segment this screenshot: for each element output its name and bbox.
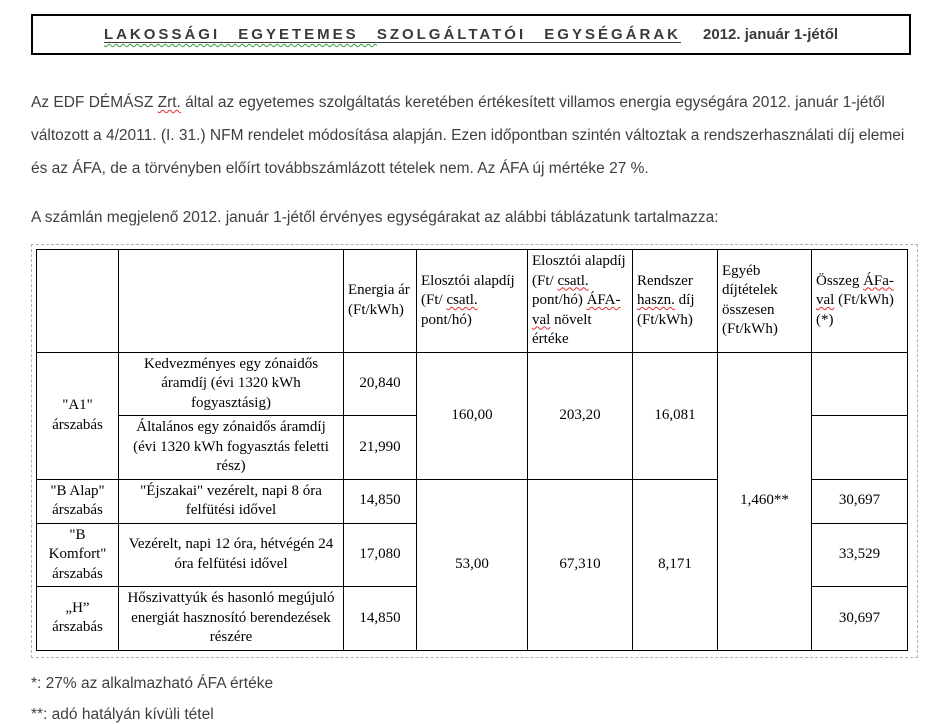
cell-b-komfort-osszeg: 33,529 [812, 523, 908, 587]
cell-b-komfort-energia: 17,080 [344, 523, 417, 587]
price-table [36, 249, 908, 651]
spellcheck-red-segment: csatl. [446, 292, 478, 308]
cell-h-desc: Hőszivattyúk és hasonló megújuló energiát hasznosító berendezések részére [119, 587, 344, 651]
cell-b-komfort-desc: Vezérelt, napi 12 óra, hétvégén 24 óra felfütési idővel [119, 523, 344, 587]
header-egyeb-dijtetelek: Egyéb díjtételek összesen (Ft/kWh) [718, 250, 812, 353]
cell-a1-desc1: Kedvezményes egy zónaidős áramdíj (évi 1320 kWh fogyasztásig) [119, 352, 344, 416]
footnote-afa: *: 27% az alkalmazható ÁFA értéke [31, 674, 274, 692]
cell-egyeb-osszesen: 1,460** [718, 352, 812, 650]
header-empty-tariff [37, 250, 119, 353]
footnote-ado: **: adó hatályán kívüli tétel [31, 705, 214, 723]
cell-a1-energia2: 21,990 [344, 416, 417, 480]
cell-a1-elosztoi-afa: 203,20 [528, 352, 633, 479]
cell-b-alap-label: "B Alap" árszabás [37, 479, 119, 523]
spellcheck-green-segment: LAKOSSÁGI EGYETEMES [103, 26, 377, 43]
spellcheck-red-segment: Zrt. [157, 94, 181, 111]
header-empty-description [119, 250, 344, 353]
text-segment: Rendszer [637, 272, 693, 289]
header-elosztoi-alapdij-afa [528, 250, 633, 353]
row-a1-kedvezmenyes [37, 352, 908, 416]
page-title [104, 26, 681, 43]
spellcheck-red-segment: ÁFa-val [816, 272, 894, 308]
spellcheck-red-segment: ÁFA-val [532, 292, 621, 328]
cell-a1-elosztoi: 160,00 [417, 352, 528, 479]
cell-b-group-rendszer: 8,171 [633, 479, 718, 650]
cell-a1-energia1: 20,840 [344, 352, 417, 416]
text-segment: SZOLGÁLTATÓI EGYSÉGÁRAK [376, 26, 681, 43]
cell-h-energia: 14,850 [344, 587, 417, 651]
cell-b-alap-desc: "Éjszakai" vezérelt, napi 8 óra felfütési idővel [119, 479, 344, 523]
cell-osszeg-empty-2 [812, 416, 908, 480]
intro-paragraph [31, 86, 913, 185]
table-frame [31, 244, 918, 658]
cell-b-komfort-label: "B Komfort" árszabás [37, 523, 119, 587]
title-box [31, 14, 911, 55]
cell-h-osszeg: 30,697 [812, 587, 908, 651]
cell-osszeg-empty-1 [812, 352, 908, 416]
text-segment: Elosztói alapdíj (Ft/ [532, 253, 626, 289]
header-elosztoi-alapdij [417, 250, 528, 353]
spellcheck-red-segment: haszn. [637, 292, 675, 308]
title-date: 2012. január 1-jétől [702, 26, 839, 43]
text-segment: (Ft/kWh)(*) [816, 292, 894, 328]
cell-b-group-elosztoi-afa: 67,310 [528, 479, 633, 650]
text-segment: pont/hó) [421, 311, 472, 328]
text-segment: által az egyetemes szolgáltatás keretében értékesített villamos energia egységára 2012. január 1-jétől változott a 4/2011. (I. 31.) NFM rendelet módosítása alapján. Ezen időpontban szintén változtak a rendszerhasználati díj elemei és az ÁFA, de a törvényben előírt továbbszámlázott tételek nem. Az ÁFA új mértéke 27 %. [31, 94, 905, 177]
table-intro-paragraph: A számlán megjelenő 2012. január 1-jétől érvényes egységárakat az alábbi táblázatunk tartalmazza: [31, 209, 719, 226]
header-energia-ar: Energia ár (Ft/kWh) [344, 250, 417, 353]
text-segment: növelt értéke [532, 311, 592, 347]
cell-a1-rendszer: 16,081 [633, 352, 718, 479]
text-segment: Elosztói alapdíj (Ft/ [421, 272, 515, 308]
table-header-row [37, 250, 908, 353]
cell-h-label: „H” árszabás [37, 587, 119, 651]
cell-b-alap-energia: 14,850 [344, 479, 417, 523]
cell-a1-desc2: Általános egy zónaidős áramdíj (évi 1320 kWh fogyasztás feletti rész) [119, 416, 344, 480]
spellcheck-red-segment: csatl. [557, 272, 589, 289]
header-rendszerhasznalati-dij [633, 250, 718, 353]
text-segment: pont/hó) [532, 292, 587, 308]
text-segment: Az EDF DÉMÁSZ [31, 94, 158, 111]
text-segment: Összeg [816, 272, 864, 289]
header-osszeg-afaval [812, 250, 908, 353]
cell-b-alap-osszeg: 30,697 [812, 479, 908, 523]
cell-a1-label: "A1" árszabás [37, 352, 119, 479]
text-segment: díj (Ft/kWh) [637, 292, 695, 328]
cell-b-group-elosztoi: 53,00 [417, 479, 528, 650]
